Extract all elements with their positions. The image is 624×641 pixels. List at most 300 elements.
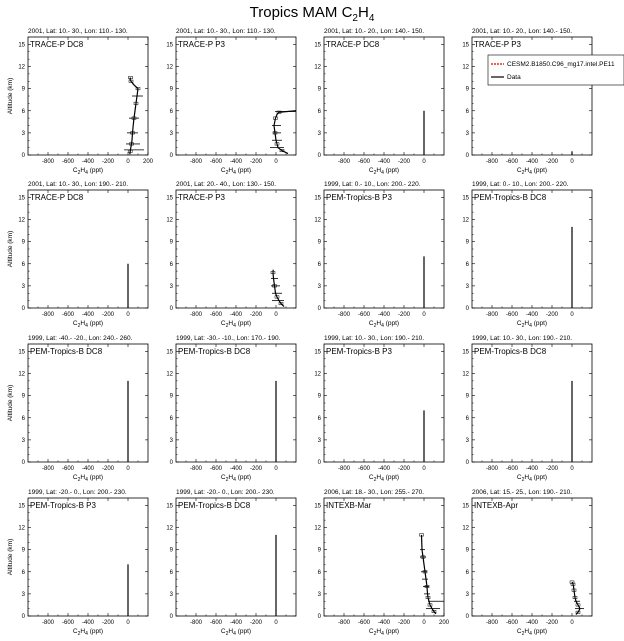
panel-subtitle: 2001, Lat: 10.- 20., Lon: 140.- 150. xyxy=(324,28,425,35)
y-tick-label: 3 xyxy=(169,130,173,137)
x-axis-label-subscript: 4 xyxy=(529,323,532,329)
plot-frame xyxy=(324,190,444,308)
y-tick-label: 6 xyxy=(21,569,25,576)
x-tick-label: -600 xyxy=(209,466,223,472)
x-tick-label: -200 xyxy=(545,159,559,165)
x-tick-label: -800 xyxy=(485,312,499,318)
x-axis-label-part: (ppt) xyxy=(383,167,400,174)
x-axis-label-part: H xyxy=(524,474,530,481)
x-axis-label-part: (ppt) xyxy=(531,474,548,481)
y-tick-label: 9 xyxy=(21,239,25,246)
y-tick-label: 9 xyxy=(169,239,173,246)
y-tick-label: 9 xyxy=(465,547,469,554)
x-axis-label-subscript: 2 xyxy=(521,477,525,483)
x-tick-label: -600 xyxy=(209,620,223,626)
x-tick-label: -800 xyxy=(189,620,203,626)
y-tick-label: 9 xyxy=(317,239,321,246)
x-axis-label-part: C xyxy=(72,628,78,635)
y-tick-label: 15 xyxy=(166,195,173,202)
x-tick-label: -200 xyxy=(397,159,411,165)
y-tick-label: 3 xyxy=(21,283,25,290)
panel-2 xyxy=(166,28,296,176)
panel-13 xyxy=(7,489,148,637)
x-tick-label: -200 xyxy=(249,620,263,626)
x-axis-label xyxy=(369,320,399,329)
panel-10 xyxy=(166,335,296,483)
x-axis-label-subscript: 2 xyxy=(225,323,229,329)
plot-frame xyxy=(472,190,592,308)
y-tick-label: 0 xyxy=(169,153,173,159)
x-axis-label-subscript: 2 xyxy=(77,323,81,329)
x-tick-label: 0 xyxy=(126,466,130,472)
x-axis-label-subscript: 4 xyxy=(233,170,236,176)
y-tick-label: 0 xyxy=(169,306,173,312)
campaign-label: PEM-Tropics-B DC8 xyxy=(178,347,251,356)
plot-frame xyxy=(176,37,296,155)
x-tick-label: -200 xyxy=(249,312,263,318)
x-tick-label: -400 xyxy=(81,159,95,165)
y-tick-label: 6 xyxy=(465,569,469,576)
panel-subtitle: 2001, Lat: 10.- 30., Lon: 190.- 210. xyxy=(28,181,129,188)
y-tick-label: 0 xyxy=(465,614,469,620)
y-tick-label: 6 xyxy=(21,108,25,115)
y-tick-label: 6 xyxy=(465,261,469,268)
campaign-label: PEM-Tropics-B P3 xyxy=(326,347,392,356)
x-axis-label-subscript: 4 xyxy=(85,631,88,637)
x-tick-label: -400 xyxy=(525,620,539,626)
legend xyxy=(488,55,624,85)
y-tick-label: 0 xyxy=(21,614,25,620)
x-tick-label: -600 xyxy=(357,159,371,165)
y-tick-label: 15 xyxy=(314,195,321,202)
y-tick-label: 12 xyxy=(314,64,321,71)
x-tick-label: -400 xyxy=(377,466,391,472)
y-tick-label: 12 xyxy=(18,371,25,378)
legend-label: CESM2.B1850.C96_mg17.intel.PE11 xyxy=(507,61,615,69)
y-tick-label: 3 xyxy=(465,130,469,137)
x-tick-label: -600 xyxy=(61,159,75,165)
y-tick-label: 3 xyxy=(317,283,321,290)
x-tick-label: -200 xyxy=(101,312,115,318)
panel-14 xyxy=(166,489,296,637)
x-tick-label: -200 xyxy=(397,312,411,318)
x-tick-label: 0 xyxy=(274,312,278,318)
x-tick-label: -200 xyxy=(545,620,559,626)
y-tick-label: 15 xyxy=(314,42,321,49)
y-tick-label: 3 xyxy=(169,437,173,444)
x-tick-label: -800 xyxy=(337,620,351,626)
y-tick-label: 15 xyxy=(166,42,173,49)
legend-label: Data xyxy=(507,74,521,82)
y-tick-label: 9 xyxy=(21,393,25,400)
y-tick-label: 12 xyxy=(462,64,469,71)
x-tick-label: -600 xyxy=(61,466,75,472)
y-tick-label: 6 xyxy=(169,261,173,268)
x-axis-label-subscript: 2 xyxy=(521,170,525,176)
x-axis-label-part: C xyxy=(220,320,226,327)
x-axis-label xyxy=(517,167,547,176)
x-axis-label xyxy=(221,167,251,176)
panel-subtitle: 2001, Lat: 10.- 20., Lon: 140.- 150. xyxy=(472,28,573,35)
x-axis-label-subscript: 2 xyxy=(77,631,81,637)
campaign-label: TRACE-P DC8 xyxy=(30,193,84,202)
y-tick-label: 15 xyxy=(166,349,173,356)
x-axis-label xyxy=(369,167,399,176)
y-tick-label: 12 xyxy=(166,217,173,224)
x-axis-label-part: H xyxy=(376,167,382,174)
x-axis-label-part: H xyxy=(524,320,530,327)
x-axis-label xyxy=(517,628,547,637)
y-tick-label: 0 xyxy=(21,153,25,159)
x-axis-label xyxy=(517,320,547,329)
y-tick-label: 0 xyxy=(317,460,321,466)
x-tick-label: -400 xyxy=(81,312,95,318)
x-axis-label-part: (ppt) xyxy=(383,320,400,327)
x-axis-label xyxy=(221,628,251,637)
x-tick-label: -400 xyxy=(229,620,243,626)
y-tick-label: 9 xyxy=(169,86,173,93)
x-axis-label-part: C xyxy=(516,320,522,327)
x-axis-label-subscript: 4 xyxy=(529,170,532,176)
data-profile-line xyxy=(422,535,437,614)
y-tick-label: 3 xyxy=(465,283,469,290)
x-axis-label-part: H xyxy=(228,628,234,635)
x-axis-label-part: H xyxy=(80,628,86,635)
x-tick-label: 0 xyxy=(570,466,574,472)
x-tick-label: -800 xyxy=(41,312,55,318)
x-tick-label: -800 xyxy=(485,620,499,626)
x-tick-label: -400 xyxy=(81,466,95,472)
x-axis-label-part: (ppt) xyxy=(235,320,252,327)
y-tick-label: 9 xyxy=(169,547,173,554)
x-axis-label-subscript: 2 xyxy=(77,170,81,176)
panel-subtitle: 1999, Lat: -30.- -10., Lon: 170.- 190. xyxy=(176,335,281,342)
y-tick-label: 9 xyxy=(317,393,321,400)
y-tick-label: 12 xyxy=(314,525,321,532)
x-tick-label: -600 xyxy=(209,312,223,318)
x-axis-label-part: H xyxy=(228,474,234,481)
x-axis-label-part: C xyxy=(72,320,78,327)
y-tick-label: 0 xyxy=(465,153,469,159)
x-tick-label: -800 xyxy=(189,159,203,165)
y-tick-label: 12 xyxy=(314,217,321,224)
x-tick-label: -400 xyxy=(377,620,391,626)
campaign-label: TRACE-P P3 xyxy=(178,193,225,202)
panel-9 xyxy=(7,335,148,483)
y-tick-label: 6 xyxy=(465,108,469,115)
x-tick-label: 200 xyxy=(438,620,450,626)
x-tick-label: -400 xyxy=(81,620,95,626)
x-axis-label-subscript: 4 xyxy=(381,323,384,329)
x-axis-label-subscript: 4 xyxy=(381,631,384,637)
panel-subtitle: 1999, Lat: -40.- -20., Lon: 240.- 260. xyxy=(28,335,133,342)
x-axis-label-part: (ppt) xyxy=(87,320,104,327)
x-axis-label xyxy=(517,474,547,483)
x-axis-label-part: H xyxy=(376,628,382,635)
campaign-label: PEM-Tropics-B DC8 xyxy=(30,347,103,356)
x-axis-label-subscript: 4 xyxy=(233,477,236,483)
x-axis-label-subscript: 2 xyxy=(521,323,525,329)
x-axis-label-part: (ppt) xyxy=(87,628,104,635)
y-tick-label: 0 xyxy=(317,614,321,620)
y-tick-label: 15 xyxy=(462,349,469,356)
y-tick-label: 12 xyxy=(462,371,469,378)
x-tick-label: 0 xyxy=(126,312,130,318)
x-axis-label-subscript: 2 xyxy=(521,631,525,637)
x-tick-label: -800 xyxy=(337,466,351,472)
x-axis-label-part: (ppt) xyxy=(87,167,104,174)
plot-frame xyxy=(324,344,444,462)
x-tick-label: -800 xyxy=(485,466,499,472)
campaign-label: PEM-Tropics-B DC8 xyxy=(178,501,251,510)
panel-subtitle: 2001, Lat: 10.- 30., Lon: 110.- 130. xyxy=(28,28,128,35)
x-tick-label: -400 xyxy=(229,312,243,318)
x-axis-label xyxy=(221,320,251,329)
y-tick-label: 0 xyxy=(465,460,469,466)
plot-frame xyxy=(176,498,296,616)
x-tick-label: 0 xyxy=(570,312,574,318)
y-tick-label: 3 xyxy=(21,591,25,598)
y-tick-label: 3 xyxy=(465,591,469,598)
x-axis-label-part: H xyxy=(376,474,382,481)
y-tick-label: 15 xyxy=(314,503,321,510)
y-tick-label: 12 xyxy=(166,525,173,532)
y-tick-label: 12 xyxy=(462,217,469,224)
panel-4 xyxy=(462,28,592,176)
x-tick-label: -800 xyxy=(337,159,351,165)
y-tick-label: 0 xyxy=(21,460,25,466)
y-tick-label: 6 xyxy=(21,415,25,422)
y-tick-label: 0 xyxy=(317,306,321,312)
x-tick-label: -800 xyxy=(485,159,499,165)
x-tick-label: -400 xyxy=(525,159,539,165)
y-tick-label: 6 xyxy=(465,415,469,422)
plot-frame xyxy=(324,37,444,155)
y-tick-label: 3 xyxy=(169,591,173,598)
plot-frame xyxy=(28,344,148,462)
y-tick-label: 15 xyxy=(18,349,25,356)
x-axis-label-subscript: 2 xyxy=(225,631,229,637)
y-tick-label: 6 xyxy=(169,415,173,422)
x-axis-label-subscript: 2 xyxy=(225,477,229,483)
x-tick-label: 0 xyxy=(570,620,574,626)
y-axis-label: Altitude (km) xyxy=(7,384,14,422)
campaign-label: TRACE-P P3 xyxy=(474,40,521,49)
x-axis-label-part: (ppt) xyxy=(235,474,252,481)
x-axis-label-subscript: 2 xyxy=(225,170,229,176)
y-tick-label: 15 xyxy=(18,42,25,49)
x-axis-label-part: C xyxy=(516,167,522,174)
x-axis-label-part: H xyxy=(80,167,86,174)
panel-subtitle: 1999, Lat: 0.- 10., Lon: 200.- 220. xyxy=(324,181,421,188)
campaign-label: TRACE-P P3 xyxy=(178,40,225,49)
panel-subtitle: 2006, Lat: 18.- 30., Lon: 255.- 270. xyxy=(324,489,425,496)
x-tick-label: -400 xyxy=(377,312,391,318)
y-tick-label: 6 xyxy=(317,108,321,115)
panel-15 xyxy=(314,489,449,637)
x-axis-label-part: H xyxy=(376,320,382,327)
x-axis-label-subscript: 4 xyxy=(85,170,88,176)
plot-frame xyxy=(28,190,148,308)
y-tick-label: 6 xyxy=(21,261,25,268)
x-tick-label: -400 xyxy=(525,312,539,318)
x-axis-label-part: C xyxy=(220,474,226,481)
y-tick-label: 9 xyxy=(465,86,469,93)
x-axis-label-part: H xyxy=(228,167,234,174)
x-axis-label-part: H xyxy=(80,474,86,481)
y-tick-label: 6 xyxy=(169,108,173,115)
x-axis-label-subscript: 2 xyxy=(373,631,377,637)
x-tick-label: -200 xyxy=(545,312,559,318)
x-tick-label: 0 xyxy=(422,159,426,165)
plot-frame xyxy=(28,37,148,155)
y-tick-label: 3 xyxy=(465,437,469,444)
panel-subtitle: 2001, Lat: 10.- 30., Lon: 110.- 130. xyxy=(176,28,276,35)
x-tick-label: -200 xyxy=(397,466,411,472)
panel-subtitle: 2001, Lat: 20.- 40., Lon: 130.- 150. xyxy=(176,181,277,188)
campaign-label: TRACE-P DC8 xyxy=(30,40,84,49)
x-tick-label: -200 xyxy=(545,466,559,472)
campaign-label: INTEXB-Mar xyxy=(326,501,372,510)
y-tick-label: 3 xyxy=(21,437,25,444)
y-tick-label: 3 xyxy=(21,130,25,137)
y-tick-label: 15 xyxy=(314,349,321,356)
campaign-label: PEM-Tropics-B DC8 xyxy=(474,193,547,202)
y-tick-label: 0 xyxy=(169,460,173,466)
y-tick-label: 0 xyxy=(21,306,25,312)
panel-subtitle: 1999, Lat: 10.- 30., Lon: 190.- 210. xyxy=(472,335,573,342)
y-tick-label: 12 xyxy=(18,525,25,532)
x-tick-label: -400 xyxy=(229,159,243,165)
x-tick-label: 0 xyxy=(422,312,426,318)
x-axis-label xyxy=(73,320,103,329)
panel-subtitle: 2006, Lat: 15.- 25., Lon: 190.- 210. xyxy=(472,489,573,496)
y-tick-label: 0 xyxy=(465,306,469,312)
x-axis-label-part: (ppt) xyxy=(383,474,400,481)
x-axis-label-subscript: 4 xyxy=(529,477,532,483)
panel-7 xyxy=(314,181,444,329)
panel-1 xyxy=(7,28,154,176)
y-tick-label: 6 xyxy=(317,415,321,422)
x-tick-label: -800 xyxy=(189,312,203,318)
x-axis-label xyxy=(73,167,103,176)
x-tick-label: -600 xyxy=(357,620,371,626)
x-axis-label-part: C xyxy=(368,167,374,174)
y-tick-label: 12 xyxy=(166,371,173,378)
y-tick-label: 3 xyxy=(169,283,173,290)
panel-subtitle: 1999, Lat: 10.- 30., Lon: 190.- 210. xyxy=(324,335,425,342)
x-axis-label-subscript: 4 xyxy=(233,323,236,329)
panel-subtitle: 1999, Lat: 0.- 10., Lon: 200.- 220. xyxy=(472,181,569,188)
x-tick-label: -600 xyxy=(209,159,223,165)
x-tick-label: 0 xyxy=(126,159,130,165)
y-tick-label: 6 xyxy=(169,569,173,576)
x-tick-label: -400 xyxy=(525,466,539,472)
panel-11 xyxy=(314,335,444,483)
x-axis-label-subscript: 2 xyxy=(77,477,81,483)
x-tick-label: -200 xyxy=(249,159,263,165)
y-tick-label: 15 xyxy=(462,195,469,202)
plot-frame xyxy=(472,344,592,462)
x-axis-label xyxy=(221,474,251,483)
y-tick-label: 12 xyxy=(18,217,25,224)
campaign-label: PEM-Tropics-B DC8 xyxy=(474,347,547,356)
y-tick-label: 3 xyxy=(317,130,321,137)
panel-subtitle: 1999, Lat: -20.- 0., Lon: 200.- 230. xyxy=(28,489,127,496)
y-tick-label: 12 xyxy=(462,525,469,532)
x-axis-label-part: C xyxy=(72,167,78,174)
plot-frame xyxy=(176,344,296,462)
x-axis-label xyxy=(369,474,399,483)
x-tick-label: -400 xyxy=(229,466,243,472)
y-axis-label: Altitude (km) xyxy=(7,230,14,268)
x-axis-label-subscript: 4 xyxy=(85,477,88,483)
y-tick-label: 9 xyxy=(317,86,321,93)
y-tick-label: 6 xyxy=(317,261,321,268)
x-axis-label-subscript: 2 xyxy=(373,170,377,176)
y-tick-label: 15 xyxy=(462,503,469,510)
x-tick-label: -600 xyxy=(505,312,519,318)
y-tick-label: 9 xyxy=(21,547,25,554)
x-axis-label-part: C xyxy=(220,167,226,174)
x-tick-label: 0 xyxy=(274,159,278,165)
y-tick-label: 9 xyxy=(317,547,321,554)
x-axis-label-subscript: 4 xyxy=(381,170,384,176)
panel-3 xyxy=(314,28,444,176)
y-tick-label: 12 xyxy=(314,371,321,378)
y-tick-label: 9 xyxy=(21,86,25,93)
panel-6 xyxy=(166,181,296,329)
x-axis-label-part: C xyxy=(516,474,522,481)
panel-12 xyxy=(462,335,592,483)
y-tick-label: 6 xyxy=(317,569,321,576)
x-axis-label-subscript: 4 xyxy=(85,323,88,329)
y-tick-label: 9 xyxy=(465,393,469,400)
x-tick-label: -200 xyxy=(101,159,115,165)
x-axis-label-part: H xyxy=(524,167,530,174)
panel-5 xyxy=(7,181,148,329)
x-axis-label-part: C xyxy=(368,474,374,481)
y-tick-label: 15 xyxy=(462,42,469,49)
x-axis-label-part: (ppt) xyxy=(235,167,252,174)
x-tick-label: -800 xyxy=(41,159,55,165)
x-axis-label-subscript: 4 xyxy=(233,631,236,637)
x-axis-label-part: C xyxy=(368,320,374,327)
x-tick-label: -800 xyxy=(189,466,203,472)
x-tick-label: 0 xyxy=(570,159,574,165)
y-tick-label: 3 xyxy=(317,437,321,444)
x-tick-label: 200 xyxy=(142,159,154,165)
x-axis-label-part: (ppt) xyxy=(87,474,104,481)
x-axis-label xyxy=(369,628,399,637)
x-axis-label-part: C xyxy=(368,628,374,635)
y-tick-label: 3 xyxy=(317,591,321,598)
x-axis-label-part: H xyxy=(228,320,234,327)
y-tick-label: 12 xyxy=(166,64,173,71)
y-tick-label: 15 xyxy=(18,503,25,510)
x-axis-label xyxy=(73,474,103,483)
campaign-label: PEM-Tropics-B P3 xyxy=(326,193,392,202)
x-tick-label: -400 xyxy=(377,159,391,165)
x-axis-label-subscript: 4 xyxy=(529,631,532,637)
panel-16 xyxy=(462,489,592,637)
x-tick-label: 0 xyxy=(126,620,130,626)
x-tick-label: -600 xyxy=(357,466,371,472)
plot-frame xyxy=(28,498,148,616)
x-axis-label-part: C xyxy=(220,628,226,635)
plot-frame xyxy=(176,190,296,308)
figure-title: Tropics MAM $C_2H_4$ xyxy=(249,4,375,24)
